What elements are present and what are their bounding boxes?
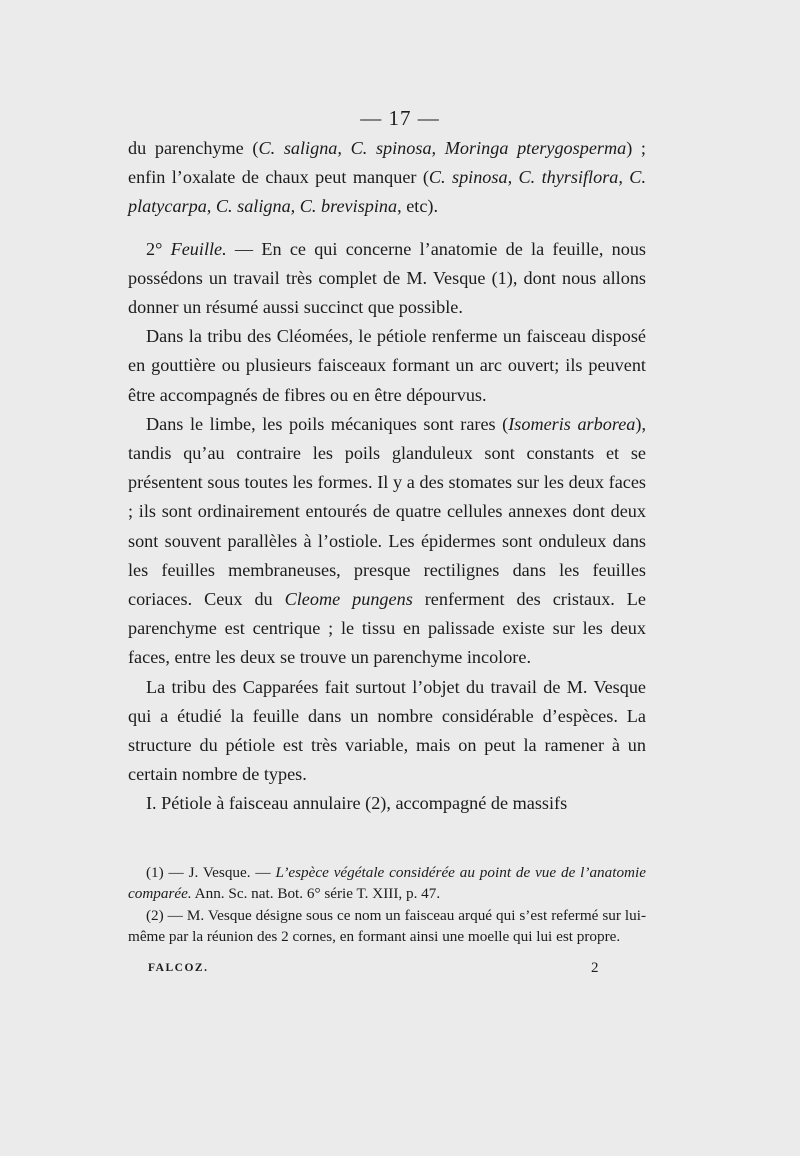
footnotes — [128, 862, 646, 948]
italic-species: Isomeris arborea — [508, 413, 636, 434]
text-run: du parenchyme ( — [128, 138, 259, 158]
paragraph-1 — [128, 134, 646, 222]
text-run: — En ce qui concerne l’anatomie de la feuille, nous possédons un travail très complet de M. Vesque (1), dont nous allons donner un résumé aussi succinct que possible. — [128, 238, 646, 318]
signature-mark: 2 — [591, 960, 599, 976]
text-run: , etc). — [397, 196, 439, 217]
text-run: (1) — J. Vesque. — — [146, 864, 276, 881]
page-number: — 17 — — [360, 106, 440, 130]
italic-species-list: C. saligna, C. spinosa, Moringa pterygosperma — [258, 138, 627, 158]
paragraph-2 — [128, 235, 646, 323]
italic-species: Cleome pungens — [284, 589, 413, 610]
text-run: renferment des cristaux. Le parenchyme est centrique ; le tissu en palissade existe sur les deux faces, entre les deux se trouve un parenchyme incolore. — [128, 589, 646, 668]
section-heading-feuille: Feuille. — [170, 238, 227, 259]
footnote-2: (2) — M. Vesque désigne sous ce nom un faisceau arqué qui s’est refermé sur lui-même par la réunion des 2 cornes, en formant ainsi une moelle qui lui est propre. — [128, 907, 646, 945]
paragraph-6: I. Pétiole à faisceau annulaire (2), accompagné de massifs — [146, 793, 568, 814]
text-run: ), tandis qu’au contraire les poils glanduleux sont constants et se présentent sous toutes les formes. Il y a des stomates sur les deux faces ; ils sont ordinairement entourés de quatre cellules annexes dont deux sont souvent parallèles à l’ostiole. Les épidermes sont onduleux dans les feuilles membraneuses, presque rectilignes dans les feuilles coriaces. Ceux du — [128, 413, 646, 610]
text-run: Ann. Sc. nat. Bot. 6° série T. XIII, p. 47. — [191, 885, 441, 902]
footnote-1 — [128, 862, 646, 904]
text-run: 2° — [146, 238, 171, 259]
body-text — [128, 134, 646, 819]
paragraph-3: Dans la tribu des Cléomées, le pétiole renferme un faisceau disposé en gouttière ou plusieurs faisceaux formant un arc ouvert; ils peuvent être accompagnés de fibres ou en être dépourvus. — [128, 326, 646, 405]
italic-title: L’espèce végétale considérée au point de vue de l’anatomie comparée. — [128, 864, 646, 902]
text-run: Dans le limbe, les poils mécaniques sont rares ( — [146, 413, 509, 434]
text-run: ) ; enfin l’oxalate de chaux peut manquer ( — [128, 138, 646, 188]
italic-species-list: C. spinosa, C. thyrsiflora, C. platycarpa, C. saligna, C. brevispina — [128, 167, 646, 217]
footer-author: FALCOZ. — [148, 962, 209, 974]
paragraph-5: La tribu des Capparées fait surtout l’objet du travail de M. Vesque qui a étudié la feuille dans un nombre considérable d’espèces. La structure du pétiole est très variable, mais on peut la ramener à un certain nombre de types. — [128, 676, 646, 785]
paragraph-4 — [128, 410, 646, 673]
